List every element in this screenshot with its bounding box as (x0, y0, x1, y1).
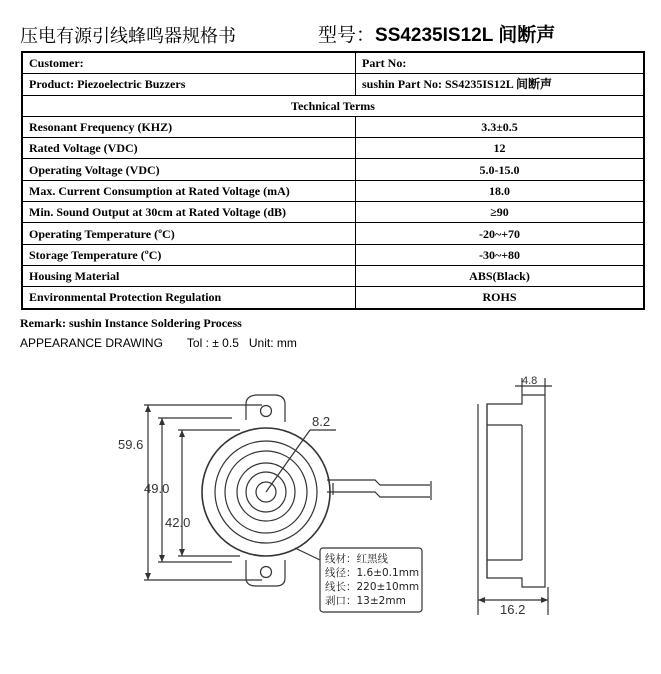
appearance-heading (20, 336, 297, 350)
value-cell: 5.0-15.0 (356, 159, 645, 180)
table-row (22, 223, 644, 244)
model-number (318, 20, 555, 47)
tolerance: Tol : ± 0.5 (186, 336, 239, 350)
table-row (22, 159, 644, 180)
depth-dimension: 16.2 (500, 602, 526, 617)
inner-dimension: 42.0 (165, 515, 191, 530)
model-label: 型号： (318, 25, 376, 46)
table-row (22, 287, 644, 309)
term-cell: Resonant Frequency (KHZ) (22, 116, 356, 137)
value-cell: -30~+80 (356, 244, 645, 265)
wire-note: 剥口：13±2mm (325, 595, 406, 607)
value-cell: -20~+70 (356, 223, 645, 244)
term-cell: Storage Temperature (ºC) (22, 244, 356, 265)
term-cell: Min. Sound Output at 30cm at Rated Voltage (dB) (22, 202, 356, 223)
table-row (22, 180, 644, 201)
term-cell: Environmental Protection Regulation (22, 287, 356, 309)
document-title: 压电有源引线蜂鸣器规格书 (20, 26, 236, 47)
wire-note: 线材：红黑线 (325, 553, 388, 565)
hole-dimension: 8.2 (312, 414, 331, 429)
value-cell: 18.0 (356, 180, 645, 201)
section-title: Technical Terms (22, 95, 644, 116)
sushin-part-cell: sushin Part No: SS4235IS12L 间断声 (356, 74, 645, 95)
thickness-dimension: 4.8 (522, 375, 538, 387)
value-cell: ≥90 (356, 202, 645, 223)
model-value: SS4235IS12L 间断声 (375, 25, 556, 46)
appearance-title: APPEARANCE DRAWING (20, 336, 163, 350)
outer-dimension: 59.6 (118, 437, 144, 452)
term-cell: Operating Temperature (ºC) (22, 223, 356, 244)
table-row (22, 265, 644, 286)
customer-cell: Customer: (22, 52, 356, 74)
table-row (22, 116, 644, 137)
table-row (22, 244, 644, 265)
part-no-cell: Part No: (356, 52, 645, 74)
body-dimension: 49.0 (144, 481, 170, 496)
term-cell: Operating Voltage (VDC) (22, 159, 356, 180)
table-row (22, 202, 644, 223)
value-cell: ABS(Black) (356, 265, 645, 286)
term-cell: Housing Material (22, 265, 356, 286)
unit: Unit: mm (248, 336, 297, 350)
wire-note: 线径：1.6±0.1mm (325, 567, 420, 579)
remark: Remark: sushin Instance Soldering Process (20, 316, 242, 330)
value-cell: 12 (356, 138, 645, 159)
value-cell: ROHS (356, 287, 645, 309)
appearance-drawing (0, 360, 661, 660)
term-cell: Rated Voltage (VDC) (22, 138, 356, 159)
spec-table (21, 51, 645, 310)
wire-note: 线长：220±10mm (325, 581, 420, 593)
product-cell: Product: Piezoelectric Buzzers (22, 74, 356, 95)
side-view-outline (487, 395, 545, 587)
value-cell: 3.3±0.5 (356, 116, 645, 137)
term-cell: Max. Current Consumption at Rated Voltage (mA) (22, 180, 356, 201)
table-row (22, 138, 644, 159)
